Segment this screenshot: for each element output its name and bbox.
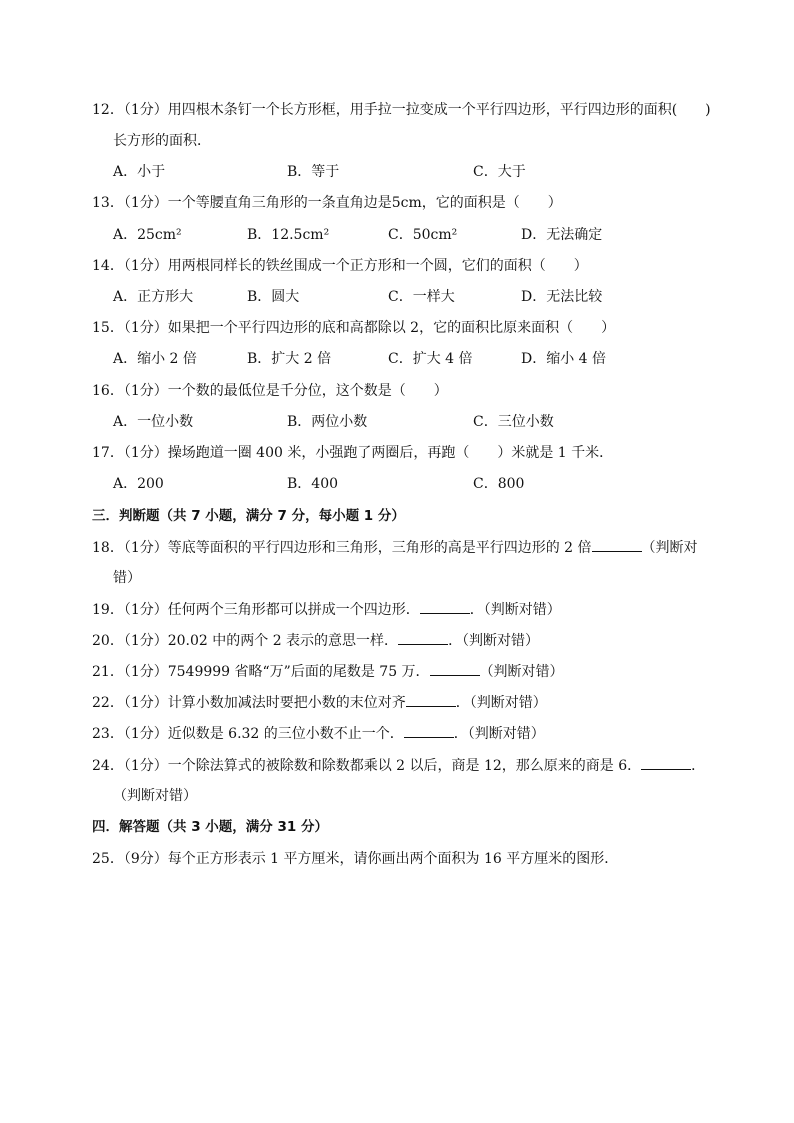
q19-stem (92, 599, 561, 620)
q24-text: 24．（1分）一个除法算式的被除数和除数都乘以 2 以后，商是 12，那么原来的商是 6． (92, 758, 642, 774)
q12-option-c: C．大于 (473, 164, 526, 180)
section-heading-answer: 四．解答题（共 3 小题，满分 31 分） (92, 819, 328, 835)
q18-suffix: （判断对 (641, 540, 698, 556)
q12-option-a: A．小于 (113, 164, 166, 180)
q13-option-b: B．12.5cm² (247, 227, 330, 243)
q20-text: 20．（1分）20.02 中的两个 2 表示的意思一样． (92, 633, 399, 649)
q22-suffix: ．（判断对错） (455, 695, 547, 711)
q14-option-a: A．正方形大 (113, 289, 194, 305)
answer-blank[interactable] (420, 599, 470, 614)
q12-stem: 12．（1分）用四根木条钉一个长方形框，用手拉一拉变成一个平行四边形，平行四边形的面积( ) (92, 102, 711, 118)
q17-stem: 17．（1分）操场跑道一圈 400 米，小强跑了两圈后，再跑（ ）米就是 1 千米． (92, 445, 614, 461)
q16-option-c: C．三位小数 (473, 414, 554, 430)
q16-option-b: B．两位小数 (287, 414, 368, 430)
q21-text: 21．（1分）7549999 省略“万”后面的尾数是 75 万． (92, 664, 430, 680)
answer-blank[interactable] (430, 661, 480, 676)
q19-text: 19．（1分）任何两个三角形都可以拼成一个四边形． (92, 602, 420, 618)
q13-option-a: A．25cm² (113, 227, 182, 243)
q22-text: 22．（1分）计算小数加减法时要把小数的末位对齐 (92, 695, 406, 711)
answer-blank[interactable] (404, 723, 454, 738)
q14-stem: 14．（1分）用两根同样长的铁丝围成一个正方形和一个圆，它们的面积（ ） (92, 258, 588, 274)
q24-stem-cont: （判断对错） (113, 788, 197, 804)
q18-stem-cont: 错） (113, 570, 141, 586)
q12-option-b: B．等于 (287, 164, 340, 180)
answer-blank[interactable] (406, 692, 456, 707)
q18-text: 18．（1分）等底等面积的平行四边形和三角形，三角形的高是平行四边形的 2 倍 (92, 540, 592, 556)
q20-suffix: ．（判断对错） (448, 633, 540, 649)
q15-option-d: D．缩小 4 倍 (521, 351, 607, 367)
q14-option-d: D．无法比较 (521, 289, 603, 305)
q16-option-a: A．一位小数 (113, 414, 194, 430)
q13-option-d: D．无法确定 (521, 227, 603, 243)
q15-option-c: C．扩大 4 倍 (388, 351, 473, 367)
q16-stem: 16．（1分）一个数的最低位是千分位，这个数是（ ） (92, 383, 448, 399)
q12-stem-cont: 长方形的面积． (113, 133, 211, 149)
q19-suffix: ．（判断对错） (469, 602, 561, 618)
q15-stem: 15．（1分）如果把一个平行四边形的底和高都除以 2，它的面积比原来面积（ ） (92, 320, 616, 336)
q13-option-c: C．50cm² (388, 227, 458, 243)
q15-option-a: A．缩小 2 倍 (113, 351, 197, 367)
q24-stem (92, 755, 705, 776)
answer-blank[interactable] (398, 630, 448, 645)
q23-suffix: ．（判断对错） (453, 726, 545, 742)
q14-option-c: C．一样大 (388, 289, 455, 305)
section-heading-judge: 三．判断题（共 7 小题，满分 7 分，每小题 1 分） (92, 508, 405, 524)
q15-option-b: B．扩大 2 倍 (247, 351, 332, 367)
q14-option-b: B．圆大 (247, 289, 300, 305)
q21-stem (92, 661, 564, 682)
q25-stem: 25．（9分）每个正方形表示 1 平方厘米，请你画出两个面积为 16 平方厘米的图形． (92, 851, 619, 867)
answer-blank[interactable] (641, 755, 691, 770)
q17-option-a: A．200 (113, 476, 164, 492)
q18-stem (92, 537, 698, 558)
q23-stem (92, 723, 545, 744)
q17-option-b: B．400 (287, 476, 339, 492)
q20-stem (92, 630, 539, 651)
q13-stem: 13．（1分）一个等腰直角三角形的一条直角边是5cm，它的面积是（ ） (92, 195, 562, 211)
q24-suffix: ． (691, 758, 706, 774)
q23-text: 23．（1分）近似数是 6.32 的三位小数不止一个． (92, 726, 404, 742)
answer-blank[interactable] (592, 537, 642, 552)
q21-suffix: （判断对错） (479, 664, 564, 680)
q22-stem (92, 692, 547, 713)
q17-option-c: C．800 (473, 476, 525, 492)
